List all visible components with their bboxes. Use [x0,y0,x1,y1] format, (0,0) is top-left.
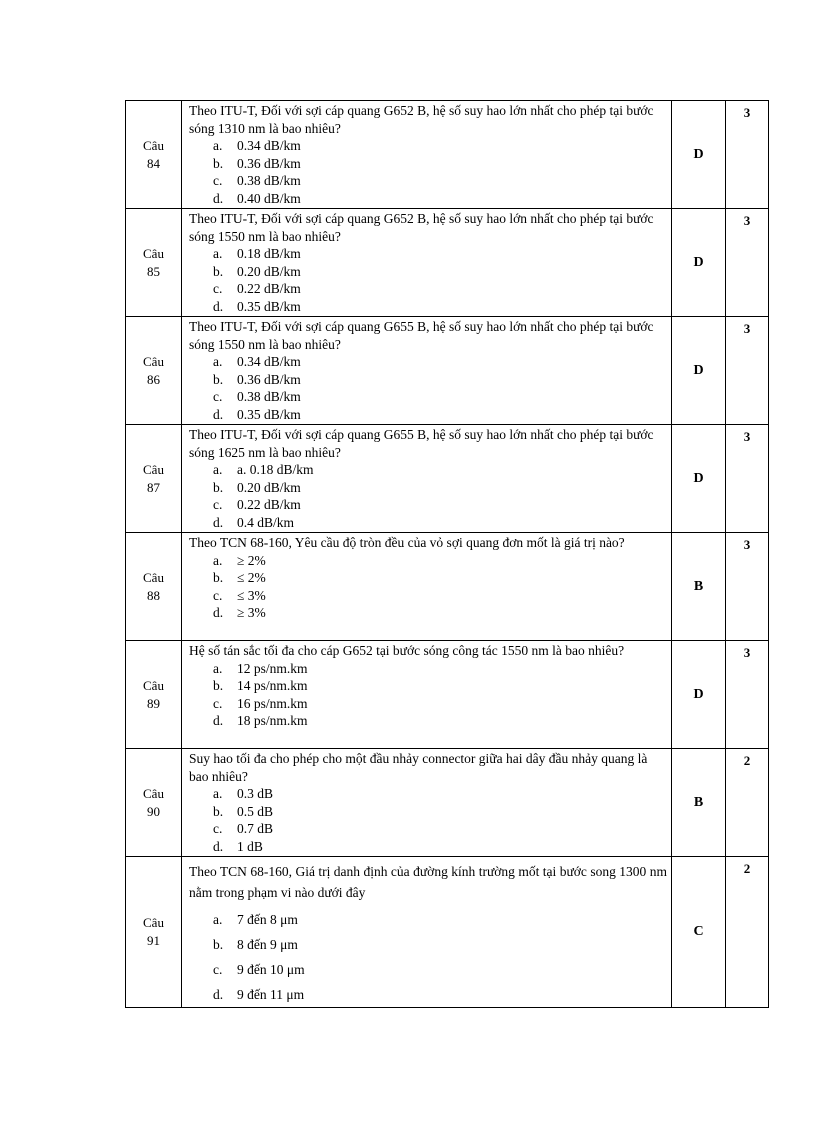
answer-cell: D [672,209,726,317]
option-item [189,695,667,713]
option-letter: c. [213,587,223,603]
option-item [189,388,667,406]
option-item [189,353,667,371]
question-content-cell [182,317,672,425]
option-text: 0.38 dB/km [237,389,301,404]
question-text: Theo ITU-T, Đối với sợi cáp quang G655 B, hệ số suy hao lớn nhất cho phép tại bước sóng 1625 nm là bao nhiêu? [189,427,654,460]
option-list [189,660,667,730]
question-content-cell [182,857,672,1008]
option-list [189,785,667,855]
option-item [189,838,667,856]
option-letter: c. [213,281,223,296]
option-text: 0.4 dB/km [237,514,295,530]
option-letter: b. [213,155,224,171]
option-letter: c. [213,389,223,404]
question-number: 85 [147,263,160,279]
option-letter: b. [213,937,224,952]
option-text: ≤ 2% [237,570,266,585]
question-number: 86 [147,371,160,387]
table-row [126,209,769,317]
points-cell: 3 [726,641,769,749]
option-text: 0.38 dB/km [237,173,301,188]
question-number: 87 [147,479,160,495]
option-letter: d. [213,987,224,1002]
option-text: 0.22 dB/km [237,281,301,296]
option-item [189,712,667,730]
option-text: 0.36 dB/km [237,371,301,387]
option-text: 14 ps/nm.km [237,678,308,693]
option-letter: a. [213,246,223,261]
option-text: 8 đến 9 μm [237,937,298,952]
points-cell: 2 [726,749,769,857]
option-text: 0.18 dB/km [237,246,301,261]
option-text: 0.22 dB/km [237,497,301,512]
option-list [189,245,667,315]
option-item [189,479,667,497]
option-list [189,907,667,1007]
option-item [189,785,667,803]
question-content-cell [182,641,672,749]
option-item [189,514,667,532]
option-text: 0.35 dB/km [237,406,301,422]
option-letter: b. [213,803,224,819]
option-letter: c. [213,173,223,188]
question-number: 88 [147,587,160,603]
option-item [189,496,667,514]
option-letter: b. [213,479,224,495]
option-item [189,982,667,1007]
option-letter: b. [213,570,224,585]
option-list [189,461,667,531]
option-text: a. 0.18 dB/km [237,462,314,477]
points-cell: 3 [726,533,769,641]
question-table [125,100,769,1008]
option-letter: a. [213,462,223,477]
option-letter: d. [213,605,224,620]
option-text: 0.40 dB/km [237,190,301,206]
option-letter: d. [213,190,224,206]
option-letter: d. [213,406,224,422]
question-number-cell [126,857,182,1008]
option-item [189,245,667,263]
question-table-body [126,101,769,1008]
option-text: 0.20 dB/km [237,263,301,279]
option-text: 0.7 dB [237,821,274,836]
option-text: 0.20 dB/km [237,479,301,495]
table-row [126,749,769,857]
option-text: ≥ 2% [237,552,266,568]
option-item [189,280,667,298]
option-letter: a. [213,912,223,927]
option-text: 0.34 dB/km [237,354,301,369]
option-letter: c. [213,695,223,711]
table-row [126,317,769,425]
option-letter: b. [213,678,224,693]
option-item [189,604,667,622]
question-number-cell [126,209,182,317]
points-cell: 3 [726,101,769,209]
question-content-cell [182,101,672,209]
question-number: 89 [147,695,160,711]
option-text: 0.35 dB/km [237,298,301,314]
question-number: 90 [147,803,160,819]
option-item [189,406,667,424]
question-content-cell [182,425,672,533]
option-text: 0.5 dB [237,803,274,819]
option-item [189,371,667,389]
option-item [189,263,667,281]
question-number-cell [126,533,182,641]
answer-cell: B [672,533,726,641]
question-content-cell [182,749,672,857]
option-item [189,190,667,208]
option-text: 9 đến 10 μm [237,962,305,977]
option-letter: a. [213,138,223,153]
question-number: 91 [147,933,160,948]
table-row [126,425,769,533]
option-letter: c. [213,821,223,836]
question-number-cell [126,101,182,209]
option-letter: a. [213,552,223,568]
points-cell: 2 [726,857,769,1008]
question-label: Câu [143,915,164,930]
points-cell: 3 [726,425,769,533]
option-text: 0.36 dB/km [237,155,301,171]
table-row [126,857,769,1008]
option-letter: d. [213,838,224,854]
option-item [189,907,667,932]
option-letter: a. [213,354,223,369]
question-label: Câu [143,677,164,693]
question-text: Suy hao tối đa cho phép cho một đầu nhảy connector giữa hai dây đầu nhảy quang là bao nhiêu? [189,751,648,784]
option-text: 16 ps/nm.km [237,695,308,711]
question-label: Câu [143,137,164,153]
question-content-cell [182,533,672,641]
option-text: 0.3 dB [237,786,274,801]
option-text: 7 đến 8 μm [237,912,298,927]
option-text: 12 ps/nm.km [237,660,308,676]
option-list [189,137,667,207]
question-text: Theo ITU-T, Đối với sợi cáp quang G655 B, hệ số suy hao lớn nhất cho phép tại bước sóng 1550 nm là bao nhiêu? [189,319,654,352]
option-item [189,461,667,479]
option-letter: c. [213,497,223,512]
option-item [189,932,667,957]
question-text: Theo TCN 68-160, Yêu cầu độ tròn đều của vỏ sợi quang đơn mốt là giá trị nào? [189,535,625,550]
option-item [189,155,667,173]
points-cell: 3 [726,209,769,317]
question-label: Câu [143,353,164,369]
table-row [126,641,769,749]
option-letter: b. [213,371,224,387]
option-text: 18 ps/nm.km [237,713,308,728]
option-letter: d. [213,298,224,314]
answer-cell: D [672,317,726,425]
question-text: Theo TCN 68-160, Giá trị danh định của đường kính trường mốt tại bước song 1300 nm nằm trong phạm vi nào dưới đây [189,864,667,900]
option-item [189,803,667,821]
question-number-cell [126,641,182,749]
answer-cell: B [672,749,726,857]
question-label: Câu [143,785,164,801]
option-item [189,298,667,316]
option-letter: a. [213,660,223,676]
option-item [189,957,667,982]
option-letter: d. [213,514,224,530]
points-cell: 3 [726,317,769,425]
option-item [189,820,667,838]
question-number: 84 [147,155,160,171]
question-text: Theo ITU-T, Đối với sợi cáp quang G652 B, hệ số suy hao lớn nhất cho phép tại bước sóng 1550 nm là bao nhiêu? [189,211,654,244]
option-letter: d. [213,713,224,728]
option-item [189,587,667,605]
table-row [126,101,769,209]
option-item [189,660,667,678]
question-text: Theo ITU-T, Đối với sợi cáp quang G652 B, hệ số suy hao lớn nhất cho phép tại bước sóng 1310 nm là bao nhiêu? [189,103,654,136]
answer-cell: D [672,101,726,209]
option-list [189,353,667,423]
answer-cell: C [672,857,726,1008]
question-number-cell [126,317,182,425]
answer-cell: D [672,641,726,749]
question-label: Câu [143,569,164,585]
option-text: 9 đến 11 μm [237,987,305,1002]
option-item [189,677,667,695]
question-content-cell [182,209,672,317]
option-item [189,172,667,190]
table-row [126,533,769,641]
option-letter: c. [213,962,223,977]
question-number-cell [126,425,182,533]
question-text: Hệ số tán sắc tối đa cho cáp G652 tại bước sóng công tác 1550 nm là bao nhiêu? [189,643,625,658]
option-text: 1 dB [237,838,263,854]
option-text: ≥ 3% [237,605,266,620]
option-letter: b. [213,263,224,279]
question-label: Câu [143,461,164,477]
option-item [189,137,667,155]
option-item [189,552,667,570]
option-text: ≤ 3% [237,587,266,603]
option-letter: a. [213,786,223,801]
question-label: Câu [143,245,164,261]
answer-cell: D [672,425,726,533]
option-text: 0.34 dB/km [237,138,301,153]
question-number-cell [126,749,182,857]
option-item [189,569,667,587]
option-list [189,552,667,622]
